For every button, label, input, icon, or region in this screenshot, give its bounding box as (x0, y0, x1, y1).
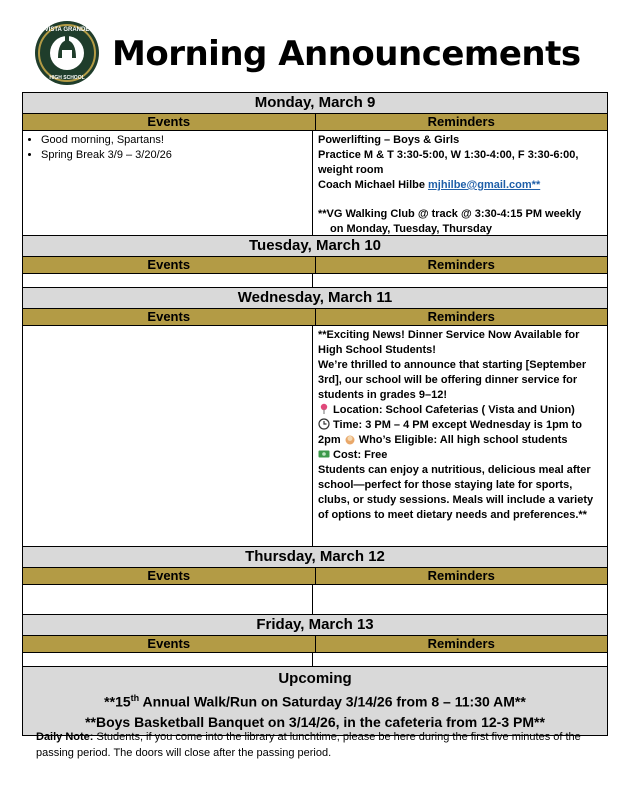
thursday-reminders (313, 585, 607, 614)
events-header: Events (23, 114, 316, 130)
tuesday-events (23, 274, 313, 287)
reminders-header: Reminders (427, 309, 495, 324)
monday-content (23, 131, 607, 236)
reminders-header: Reminders (427, 636, 495, 651)
column-headers (23, 636, 607, 653)
monday-events (23, 131, 313, 235)
events-header: Events (23, 568, 316, 584)
announcement-table (22, 92, 608, 736)
pin-icon (318, 403, 330, 415)
column-headers (23, 114, 607, 131)
day-header-wednesday: Wednesday, March 11 (23, 288, 607, 309)
reminder-line: **VG Walking Club @ track @ 3:30-4:15 PM weekly (318, 208, 582, 220)
friday-reminders (313, 653, 607, 666)
wednesday-events (23, 326, 313, 546)
coach-email-link[interactable]: mjhilbe@gmail.com** (428, 179, 541, 191)
column-headers (23, 568, 607, 585)
tuesday-content (23, 274, 607, 288)
reminder-line: Students can enjoy a nutritious, delicious meal after school—perfect for those staying late for sports, clubs, or study sessions. Meals will include a variety of options to meet dietary needs and preferences.** (318, 464, 594, 521)
thursday-events (23, 585, 313, 614)
clock-icon (318, 418, 330, 430)
day-header-thursday: Thursday, March 12 (23, 547, 607, 568)
reminder-line: **Exciting News! Dinner Service Now Available for High School Students! (318, 329, 580, 356)
food-icon (344, 433, 356, 445)
page-title: Morning Announcements (112, 34, 581, 74)
events-header: Events (23, 257, 316, 273)
upcoming-item: **15th Annual Walk/Run on Saturday 3/14/26 from 8 – 11:30 AM** (104, 693, 526, 710)
wednesday-reminders (313, 326, 607, 546)
day-header-friday: Friday, March 13 (23, 615, 607, 636)
event-item: • Spring Break 3/9 – 3/20/26 (41, 148, 308, 163)
monday-reminders (313, 131, 607, 235)
reminder-line: on Monday, Tuesday, Thursday (330, 223, 492, 235)
svg-text:VISTA GRANDE: VISTA GRANDE (44, 27, 90, 33)
upcoming-section (23, 667, 607, 735)
reminders-header: Reminders (427, 257, 495, 272)
events-header: Events (23, 309, 316, 325)
cost-line: Cost: Free (318, 448, 603, 463)
svg-text:HIGH SCHOOL: HIGH SCHOOL (49, 75, 85, 81)
events-header: Events (23, 636, 316, 652)
upcoming-item: **Boys Basketball Banquet on 3/14/26, in the cafeteria from 12-3 PM** (85, 713, 545, 730)
daily-note-text: Students, if you come into the library at lunchtime, please be here during the first five minutes of the passing period. The doors will close after the passing period. (36, 731, 581, 759)
day-header-monday: Monday, March 9 (23, 93, 607, 114)
column-headers (23, 257, 607, 274)
money-icon (318, 448, 330, 460)
daily-note-label: Daily Note: (36, 731, 94, 743)
coach-line (318, 178, 603, 193)
tuesday-reminders (313, 274, 607, 287)
reminder-line: Practice M & T 3:30-5:00, W 1:30-4:00, F 3:30-6:00, weight room (318, 149, 579, 176)
coach-label: Coach Michael Hilbe (318, 179, 429, 191)
friday-content (23, 653, 607, 667)
location-line: Location: School Cafeterias ( Vista and Union) (318, 403, 603, 418)
time-line: Time: 3 PM – 4 PM except Wednesday is 1pm to 2pm Who’s Eligible: All high school students (318, 419, 583, 446)
school-logo (34, 20, 100, 86)
column-headers (23, 309, 607, 326)
day-header-tuesday: Tuesday, March 10 (23, 236, 607, 257)
event-item: • Good morning, Spartans! (41, 133, 308, 148)
daily-note (36, 729, 596, 761)
reminder-line: Powerlifting – Boys & Girls (318, 134, 460, 146)
friday-events (23, 653, 313, 666)
wednesday-content (23, 326, 607, 547)
reminders-header: Reminders (427, 114, 495, 129)
reminders-header: Reminders (427, 568, 495, 583)
thursday-content (23, 585, 607, 615)
upcoming-title: Upcoming (278, 670, 352, 687)
reminder-line: We’re thrilled to announce that starting [September 3rd], our school will be offering dinner service for students in grades 9–12! (318, 359, 587, 401)
page-header (0, 0, 627, 92)
